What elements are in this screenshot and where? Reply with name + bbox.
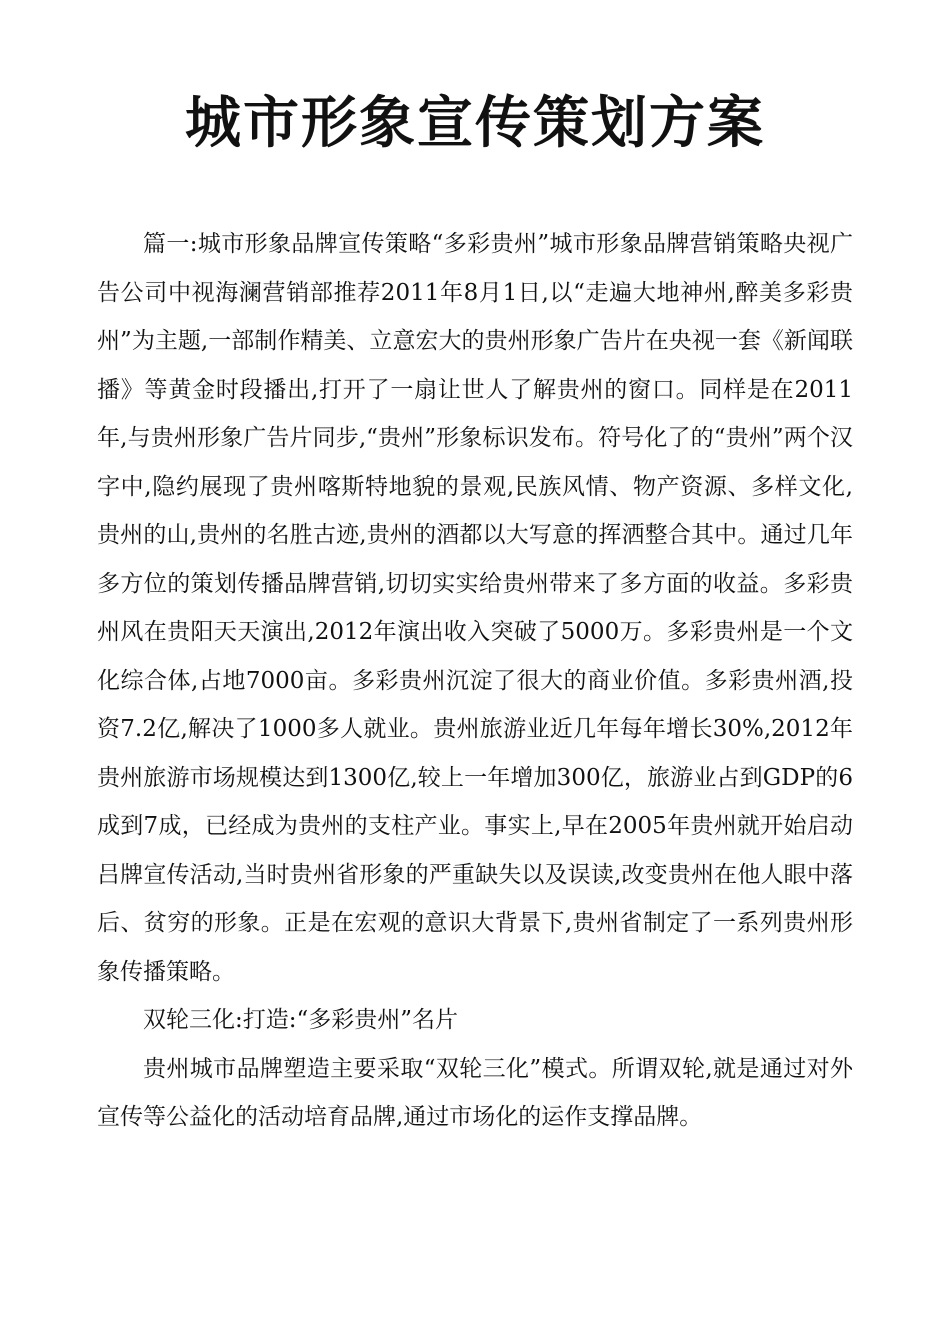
paragraph-model: 贵州城市品牌塑造主要采取“双轮三化”模式。所谓双轮,就是通过对外宣传等公益化的活动培育品牌,通过市场化的运作支撑品牌。 — [97, 1055, 853, 1130]
document-title: 城市形象宣传策划方案 — [185, 91, 765, 156]
paragraph-subheading: 双轮三化:打造:“多彩贵州”名片 — [143, 1007, 459, 1033]
document-body — [97, 220, 853, 1142]
paragraph-intro: 篇一:城市形象品牌宣传策略“多彩贵州”城市形象品牌营销策略央视广告公司中视海澜营销部推荐2011年8月1日,以“走遍大地神州,醉美多彩贵州”为主题,一部制作精美、立意宏大的贵州形象广告片在央视一套《新闻联播》等黄金时段播出,打开了一扇让世人了解贵州的窗口。同样是在2011年,与贵州形象广告片同步,“贵州”形象标识发布。符号化了的“贵州”两个汉字中,隐约展现了贵州喀斯特地貌的景观,民族风情、物产资源、多样文化,贵州的山,贵州的名胜古迹,贵州的酒都以大写意的挥洒整合其中。通过几年多方位的策划传播品牌营销,切切实实给贵州带来了多方面的收益。多彩贵州风在贵阳天天演出,2012年演出收入突破了5000万。多彩贵州是一个文化综合体,占地7000亩。多彩贵州沉淀了很大的商业价值。多彩贵州酒,投资7.2亿,解决了1000多人就业。贵州旅游业近几年每年增长30%,2012年贵州旅游市场规模达到1300亿,较上一年增加300亿，旅游业占到GDP的6成到7成，已经成为贵州的支柱产业。事实上,早在2005年贵州就开始启动吕牌宣传活动,当时贵州省形象的严重缺失以及误读,改变贵州在他人眼中落后、贫穷的形象。正是在宏观的意识大背景下,贵州省制定了一系列贵州形象传播策略。 — [97, 231, 853, 985]
